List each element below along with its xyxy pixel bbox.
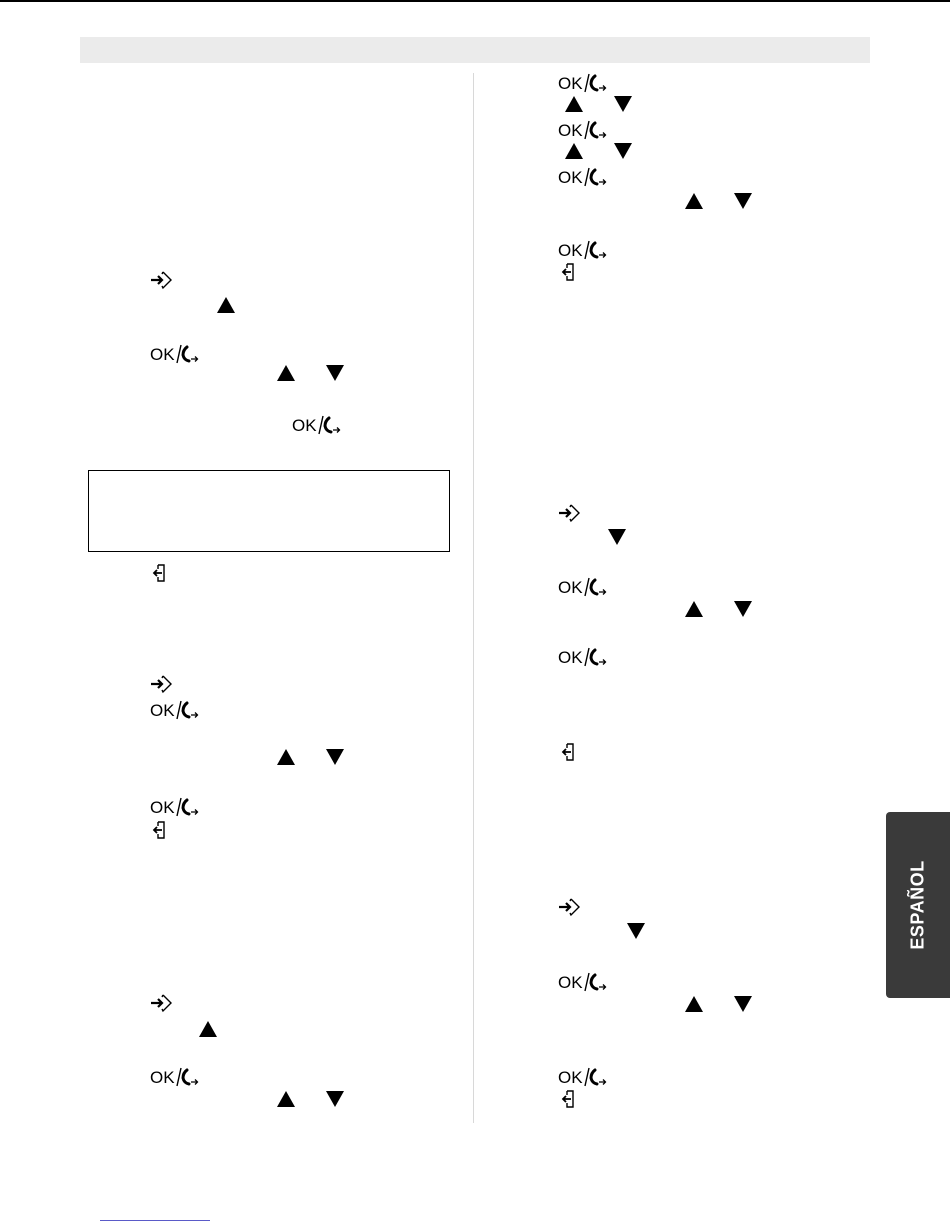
menu-enter-icon [150, 674, 174, 694]
ok-call-key-icon [558, 1067, 608, 1087]
back-exit-icon [561, 262, 575, 282]
ok-call-key-icon [558, 120, 608, 140]
up-arrow-icon [564, 142, 584, 160]
ok-call-key-icon [558, 73, 608, 93]
up-arrow-icon [216, 296, 236, 314]
up-arrow-icon [564, 95, 584, 113]
up-arrow-icon [684, 192, 704, 210]
footer-link-underline [100, 1220, 210, 1221]
down-arrow-icon [733, 192, 753, 210]
ok-call-key-icon [558, 577, 608, 597]
down-arrow-icon [733, 995, 753, 1013]
menu-enter-icon [150, 270, 174, 290]
ok-call-key-icon [150, 1067, 200, 1087]
menu-enter-icon [150, 993, 174, 1013]
down-arrow-icon [613, 142, 633, 160]
down-arrow-icon [626, 922, 646, 940]
header-band [80, 37, 870, 63]
up-arrow-icon [276, 748, 296, 766]
top-rule [0, 0, 950, 2]
up-arrow-icon [684, 600, 704, 618]
up-arrow-icon [276, 364, 296, 382]
up-arrow-icon [198, 1020, 218, 1038]
back-exit-icon [561, 1089, 575, 1109]
back-exit-icon [561, 742, 575, 762]
ok-call-key-icon [150, 700, 200, 720]
column-divider [473, 73, 474, 1123]
down-arrow-icon [325, 1090, 345, 1108]
back-exit-icon [152, 563, 166, 583]
down-arrow-icon [733, 600, 753, 618]
down-arrow-icon [325, 748, 345, 766]
down-arrow-icon [607, 528, 627, 546]
ok-call-key-icon [292, 415, 342, 435]
up-arrow-icon [276, 1090, 296, 1108]
language-tab [886, 812, 950, 998]
ok-call-key-icon [558, 647, 608, 667]
menu-enter-icon [558, 897, 582, 917]
down-arrow-icon [325, 364, 345, 382]
up-arrow-icon [684, 995, 704, 1013]
down-arrow-icon [613, 95, 633, 113]
ok-call-key-icon [150, 797, 200, 817]
menu-enter-icon [558, 503, 582, 523]
note-box [88, 470, 450, 552]
ok-call-key-icon [558, 167, 608, 187]
ok-call-key-icon [558, 972, 608, 992]
back-exit-icon [152, 820, 166, 840]
ok-call-key-icon [150, 344, 200, 364]
ok-call-key-icon [558, 240, 608, 260]
language-tab-label: ESPAÑOL [907, 860, 928, 950]
